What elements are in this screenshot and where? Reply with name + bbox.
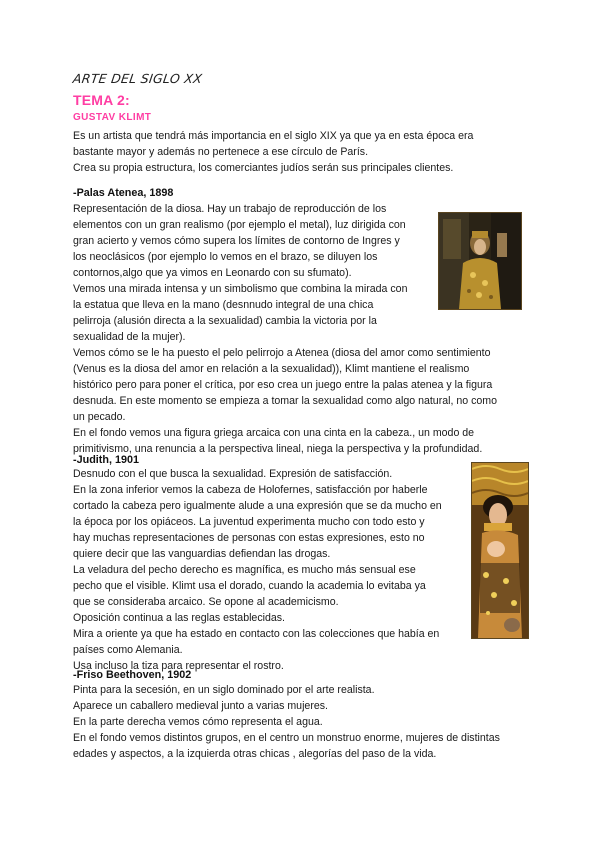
text-line: cortado la cabeza pero igualmente alude a una expresión que se da mucho en [73,500,442,512]
intro-line: bastante mayor y además no pertenece a ese círculo de París. [73,146,369,158]
section-heading-friso-beethoven: -Friso Beethoven, 1902 [73,669,192,681]
artist-heading: GUSTAV KLIMT [73,112,152,123]
text-line: la estatua que lleva en la mano (desnnudo integral de una chica [73,299,374,311]
text-line: la época por los opiáceos. La juventud experimenta mucho con todo esto y [73,516,425,528]
text-line: países como Alemania. [73,644,183,656]
text-line: (Venus es la diosa del amor en relación a la sexualidad)), Klimt mantiene el realismo [73,363,470,375]
text-line: Desnudo con el que busca la sexualidad. Expresión de satisfacción. [73,468,393,480]
palas-atenea-painting [438,212,522,310]
intro-line: Crea su propia estructura, los comerciantes judíos serán sus principales clientes. [73,162,454,174]
text-line: sexualidad de la mujer). [73,331,186,343]
text-line: primitivismo, una renuncia a la perspectiva lineal, niega la perspectiva y la profundidad. [73,443,483,455]
palas-paragraph-1 [73,201,423,345]
intro-paragraph [73,128,533,176]
section-heading-palas-atenea: -Palas Atenea, 1898 [73,187,174,199]
text-line: Aparece un caballero medieval junto a varias mujeres. [73,700,328,712]
text-line: Vemos una mirada intensa y un simbolismo que combina la mirada con [73,283,408,295]
text-line: edades y aspectos, a la izquierda otras chicas , alegorías del paso de la vida. [73,748,437,760]
text-line: los neoclásicos (por ejemplo lo vemos en el brazo, se diluyen los [73,251,378,263]
text-line: contornos,algo que ya vimos en Leonardo con su sfumato). [73,267,352,279]
text-line: hay muchas representaciones de personas con estas expresiones, esto no [73,532,425,544]
text-line: quiere decir que las vanguardias defiendan las drogas. [73,548,331,560]
text-line: Mira a oriente ya que ha estado en contacto con las colecciones que había en [73,628,440,640]
tema-heading: TEMA 2: [73,92,130,108]
judith-painting [471,462,529,639]
text-line: elementos con un gran realismo (por ejemplo el metal), luz dirigida con [73,219,406,231]
friso-paragraph [73,682,526,762]
text-line: La veladura del pecho derecho es magnífica, es mucho más sensual ese [73,564,416,576]
handwritten-title: ARTE DEL SIGLO XX [71,71,204,86]
judith-image [472,463,528,638]
text-line: Representación de la diosa. Hay un trabajo de reproducción de los [73,203,387,215]
text-line: histórico pero para poner el crítica, por eso crea un juego entre la palas atenea y la figura [73,379,493,391]
palas-atenea-image [439,213,521,309]
text-line: En el fondo vemos una figura griega arcaica con una cinta en la cabeza., un modo de [73,427,475,439]
text-line: que se consideraba arcaico. Se opone al academicismo. [73,596,339,608]
text-line: En el fondo vemos distintos grupos, en el centro un monstruo enorme, mujeres de distintas [73,732,500,744]
text-line: un pecado. [73,411,126,423]
section-heading-judith: -Judith, 1901 [73,454,139,466]
text-line: Vemos cómo se le ha puesto el pelo pelirrojo a Atenea (diosa del amor como sentimiento [73,347,491,359]
text-line: desnuda. En este momento se empieza a tomar la sexualidad como algo natural, no como [73,395,497,407]
text-line: Usa incluso la tiza para representar el rostro. [73,660,284,672]
intro-line: Es un artista que tendrá más importancia en el siglo XIX ya que ya en esta época era [73,130,474,142]
text-line: En la zona inferior vemos la cabeza de Holofernes, satisfacción por haberle [73,484,428,496]
text-line: pecho que el visible. Klimt usa el dorado, cuando la academia lo evitaba ya [73,580,426,592]
palas-paragraph-2 [73,345,526,473]
text-line: En la parte derecha vemos cómo representa el agua. [73,716,323,728]
judith-paragraph [73,466,463,674]
text-line: Pinta para la secesión, en un siglo dominado por el arte realista. [73,684,375,696]
text-line: pelirroja (alusión directa a la sexualidad) cambia la victoria por la [73,315,377,327]
text-line: Oposición continua a las reglas establecidas. [73,612,285,624]
text-line: gran acierto y vemos cómo supera los límites de contorno de Ingres y [73,235,400,247]
